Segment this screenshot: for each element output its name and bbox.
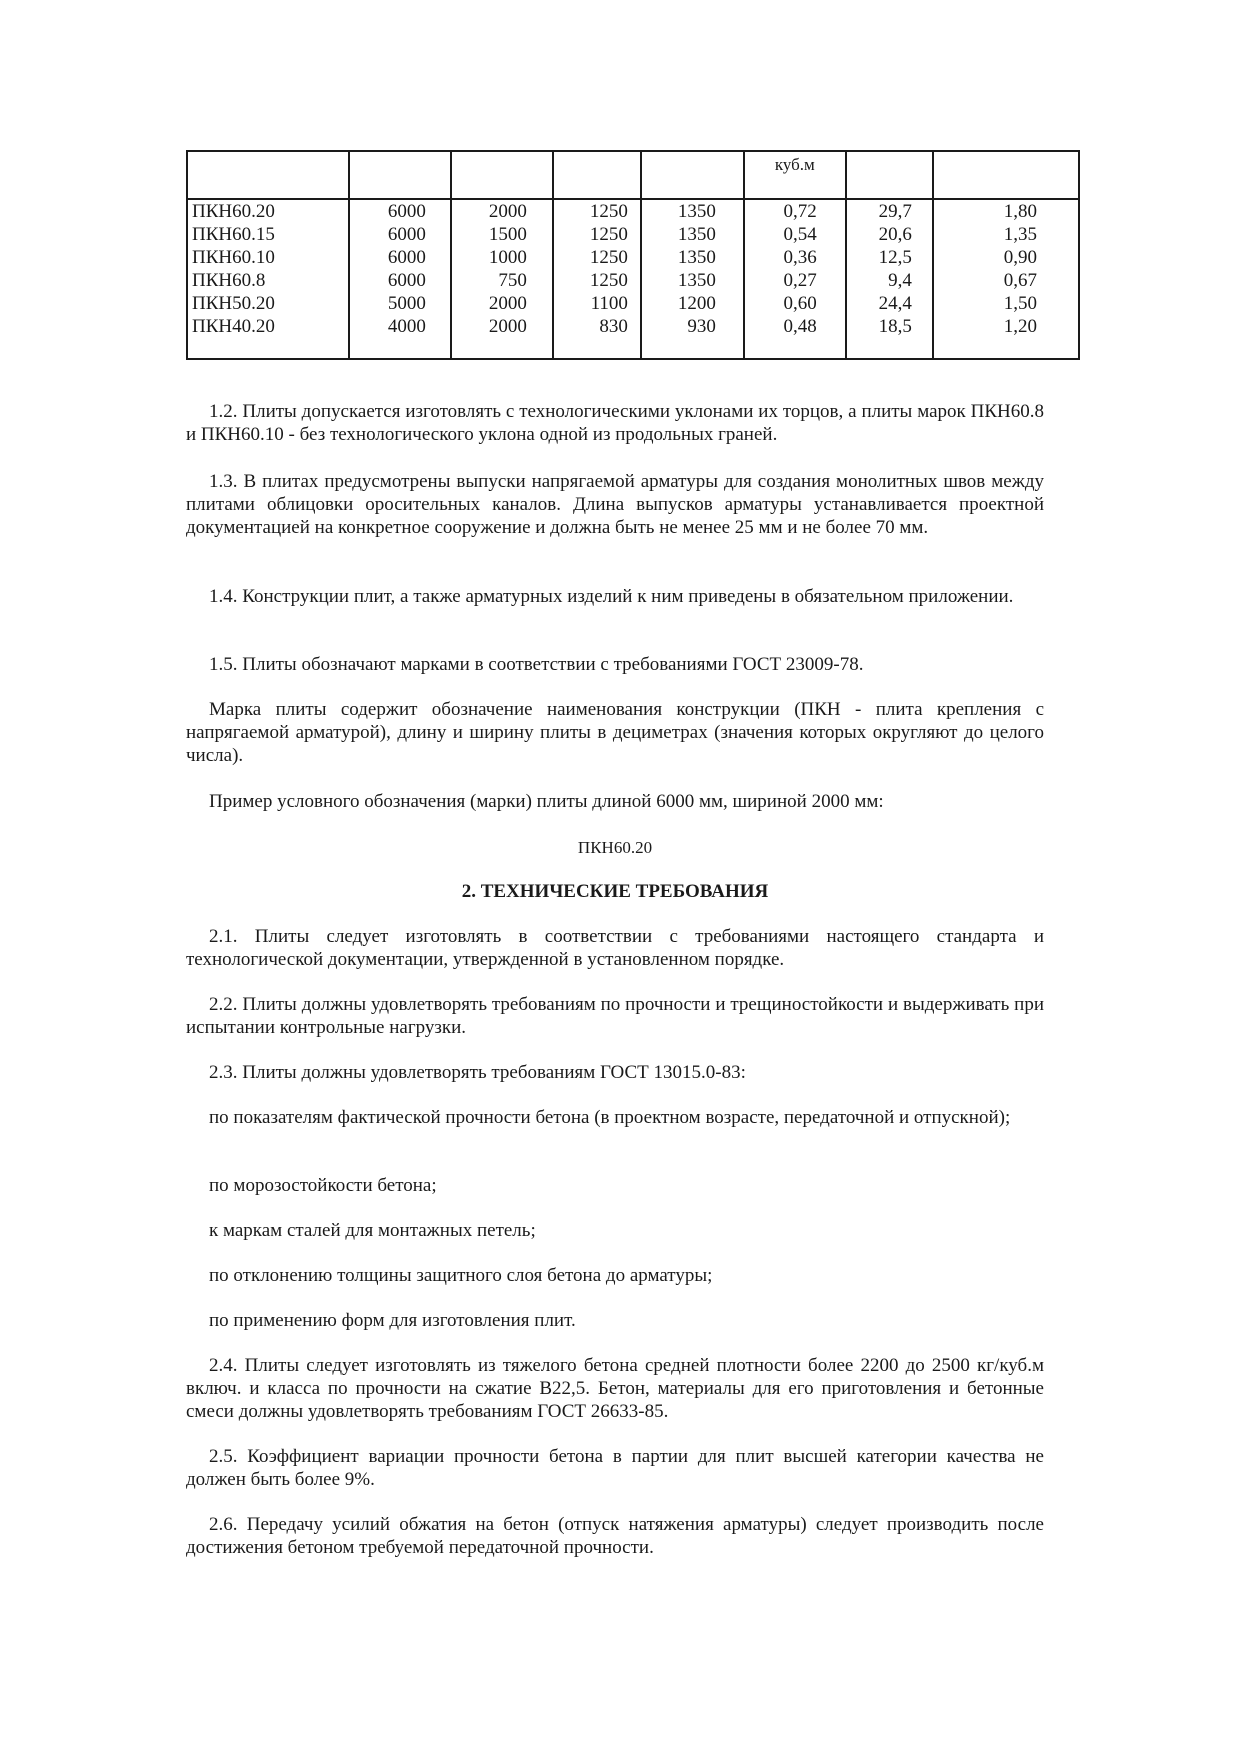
table-header-row	[187, 151, 1079, 199]
table-cell: 1,35	[1003, 224, 1037, 245]
table-cell: 1000	[488, 247, 527, 268]
column-mark	[187, 199, 349, 359]
header-cell	[451, 151, 553, 199]
table-cell: 20,6	[878, 224, 912, 245]
example-mark: ПКН60.20	[577, 838, 653, 857]
table-cell: 1,50	[1003, 293, 1037, 314]
table-cell: 750	[498, 270, 527, 291]
table-cell: 1350	[677, 247, 716, 268]
header-cell-volume-unit: куб.м	[744, 151, 846, 199]
plates-table	[186, 150, 1080, 360]
table-cell: 1250	[589, 201, 628, 222]
paragraph-1-5: 1.5. Плиты обозначают марками в соответствии с требованиями ГОСТ 23009-78.	[209, 654, 864, 675]
table-cell: 12,5	[878, 247, 912, 268]
table-cell: ПКН60.20	[192, 201, 275, 222]
table-cell: ПКН60.10	[192, 247, 275, 268]
table-cell: 1,20	[1003, 316, 1037, 337]
table-cell: 0,48	[783, 316, 817, 337]
paragraph-2-6: 2.6. Передачу усилий обжатия на бетон (отпуск натяжения арматуры) следует производить после достижения бетоном требуемой передаточной прочности.	[186, 1514, 1044, 1558]
column-4	[641, 199, 744, 359]
table-cell: 1250	[589, 247, 628, 268]
list-item-frost: по морозостойкости бетона;	[209, 1175, 437, 1196]
column-volume	[744, 199, 846, 359]
paragraph-1-3: 1.3. В плитах предусмотрены выпуски напрягаемой арматуры для создания монолитных швов между плитами облицовки оросительных каналов. Длина выпусков арматуры устанавливается проектной документацией на конкретное сооружение и должна быть не менее 25 мм и не более 70 мм.	[186, 471, 1044, 538]
table-cell: 0,60	[783, 293, 817, 314]
header-cell	[553, 151, 641, 199]
table-cell: 0,90	[1003, 247, 1037, 268]
table-cell: 830	[599, 316, 628, 337]
table-cell: 24,4	[878, 293, 912, 314]
table-cell: 0,67	[1003, 270, 1037, 291]
table-cell: 1200	[677, 293, 716, 314]
list-item-forms: по применению форм для изготовления плит.	[209, 1310, 576, 1331]
section-2-title: 2. ТЕХНИЧЕСКИЕ ТРЕБОВАНИЯ	[461, 881, 769, 902]
table-cell: 2000	[488, 316, 527, 337]
table-cell: 1350	[677, 270, 716, 291]
paragraph-1-4: 1.4. Конструкции плит, а также арматурных изделий к ним приведены в обязательном приложении.	[209, 586, 1014, 607]
table-cell: 0,36	[783, 247, 817, 268]
list-item-strength: по показателям фактической прочности бетона (в проектном возрасте, передаточной и отпускной);	[209, 1107, 1011, 1128]
table-cell: 1500	[488, 224, 527, 245]
list-item-cover: по отклонению толщины защитного слоя бетона до арматуры;	[209, 1265, 713, 1286]
table-cell: 0,72	[783, 201, 817, 222]
table-cell: 2000	[488, 293, 527, 314]
header-cell	[641, 151, 744, 199]
table-cell: 930	[687, 316, 716, 337]
table-cell: 5000	[387, 293, 426, 314]
header-cell	[187, 151, 349, 199]
paragraph-1-2: 1.2. Плиты допускается изготовлять с технологическими уклонами их торцов, а плиты марок ПКН60.8 и ПКН60.10 - без технологического уклона одной из продольных граней.	[186, 401, 1044, 445]
table-cell: 9,4	[888, 270, 912, 291]
list-item-steel: к маркам сталей для монтажных петель;	[209, 1220, 536, 1241]
table-cell: 4000	[387, 316, 426, 337]
table-cell: 2000	[488, 201, 527, 222]
paragraph-example: Пример условного обозначения (марки) плиты длиной 6000 мм, шириной 2000 мм:	[209, 791, 884, 812]
table-cell: 6000	[387, 270, 426, 291]
paragraph-mark-description: Марка плиты содержит обозначение наименования конструкции (ПКН - плита крепления с напрягаемой арматурой), длину и ширину плиты в дециметрах (значения которых округляют до целого числа).	[186, 699, 1044, 766]
paragraph-2-5: 2.5. Коэффициент вариации прочности бетона в партии для плит высшей категории качества не должен быть более 9%.	[186, 1446, 1044, 1490]
paragraph-2-3: 2.3. Плиты должны удовлетворять требованиям ГОСТ 13015.0-83:	[209, 1062, 746, 1083]
column-7	[933, 199, 1079, 359]
table-cell: ПКН60.15	[192, 224, 275, 245]
table-body-row	[187, 199, 1079, 359]
column-6	[846, 199, 933, 359]
paragraph-2-2: 2.2. Плиты должны удовлетворять требованиям по прочности и трещиностойкости и выдерживать при испытании контрольные нагрузки.	[186, 994, 1044, 1038]
table-cell: 6000	[387, 247, 426, 268]
header-cell	[846, 151, 933, 199]
header-cell	[933, 151, 1079, 199]
header-cell	[349, 151, 451, 199]
column-width	[451, 199, 553, 359]
table-cell: ПКН40.20	[192, 316, 275, 337]
table-cell: 18,5	[878, 316, 912, 337]
table-cell: 1,80	[1003, 201, 1037, 222]
column-length	[349, 199, 451, 359]
table-cell: ПКН50.20	[192, 293, 275, 314]
table-cell: 6000	[387, 224, 426, 245]
table-cell: 0,54	[783, 224, 817, 245]
table-cell: ПКН60.8	[192, 270, 266, 291]
table-cell: 29,7	[878, 201, 912, 222]
table-cell: 1250	[589, 270, 628, 291]
table-cell: 6000	[387, 201, 426, 222]
table-cell: 1250	[589, 224, 628, 245]
table-cell: 1350	[677, 224, 716, 245]
paragraph-2-1: 2.1. Плиты следует изготовлять в соответствии с требованиями настоящего стандарта и технологической документации, утвержденной в установленном порядке.	[186, 926, 1044, 970]
table-cell: 1100	[590, 293, 628, 314]
table-cell: 1350	[677, 201, 716, 222]
paragraph-2-4: 2.4. Плиты следует изготовлять из тяжелого бетона средней плотности более 2200 до 2500 кг/куб.м включ. и класса по прочности на сжатие В22,5. Бетон, материалы для его приготовления и бетонные смеси должны удовлетворять требованиям ГОСТ 26633-85.	[186, 1355, 1044, 1422]
table-cell: 0,27	[783, 270, 817, 291]
column-3	[553, 199, 641, 359]
